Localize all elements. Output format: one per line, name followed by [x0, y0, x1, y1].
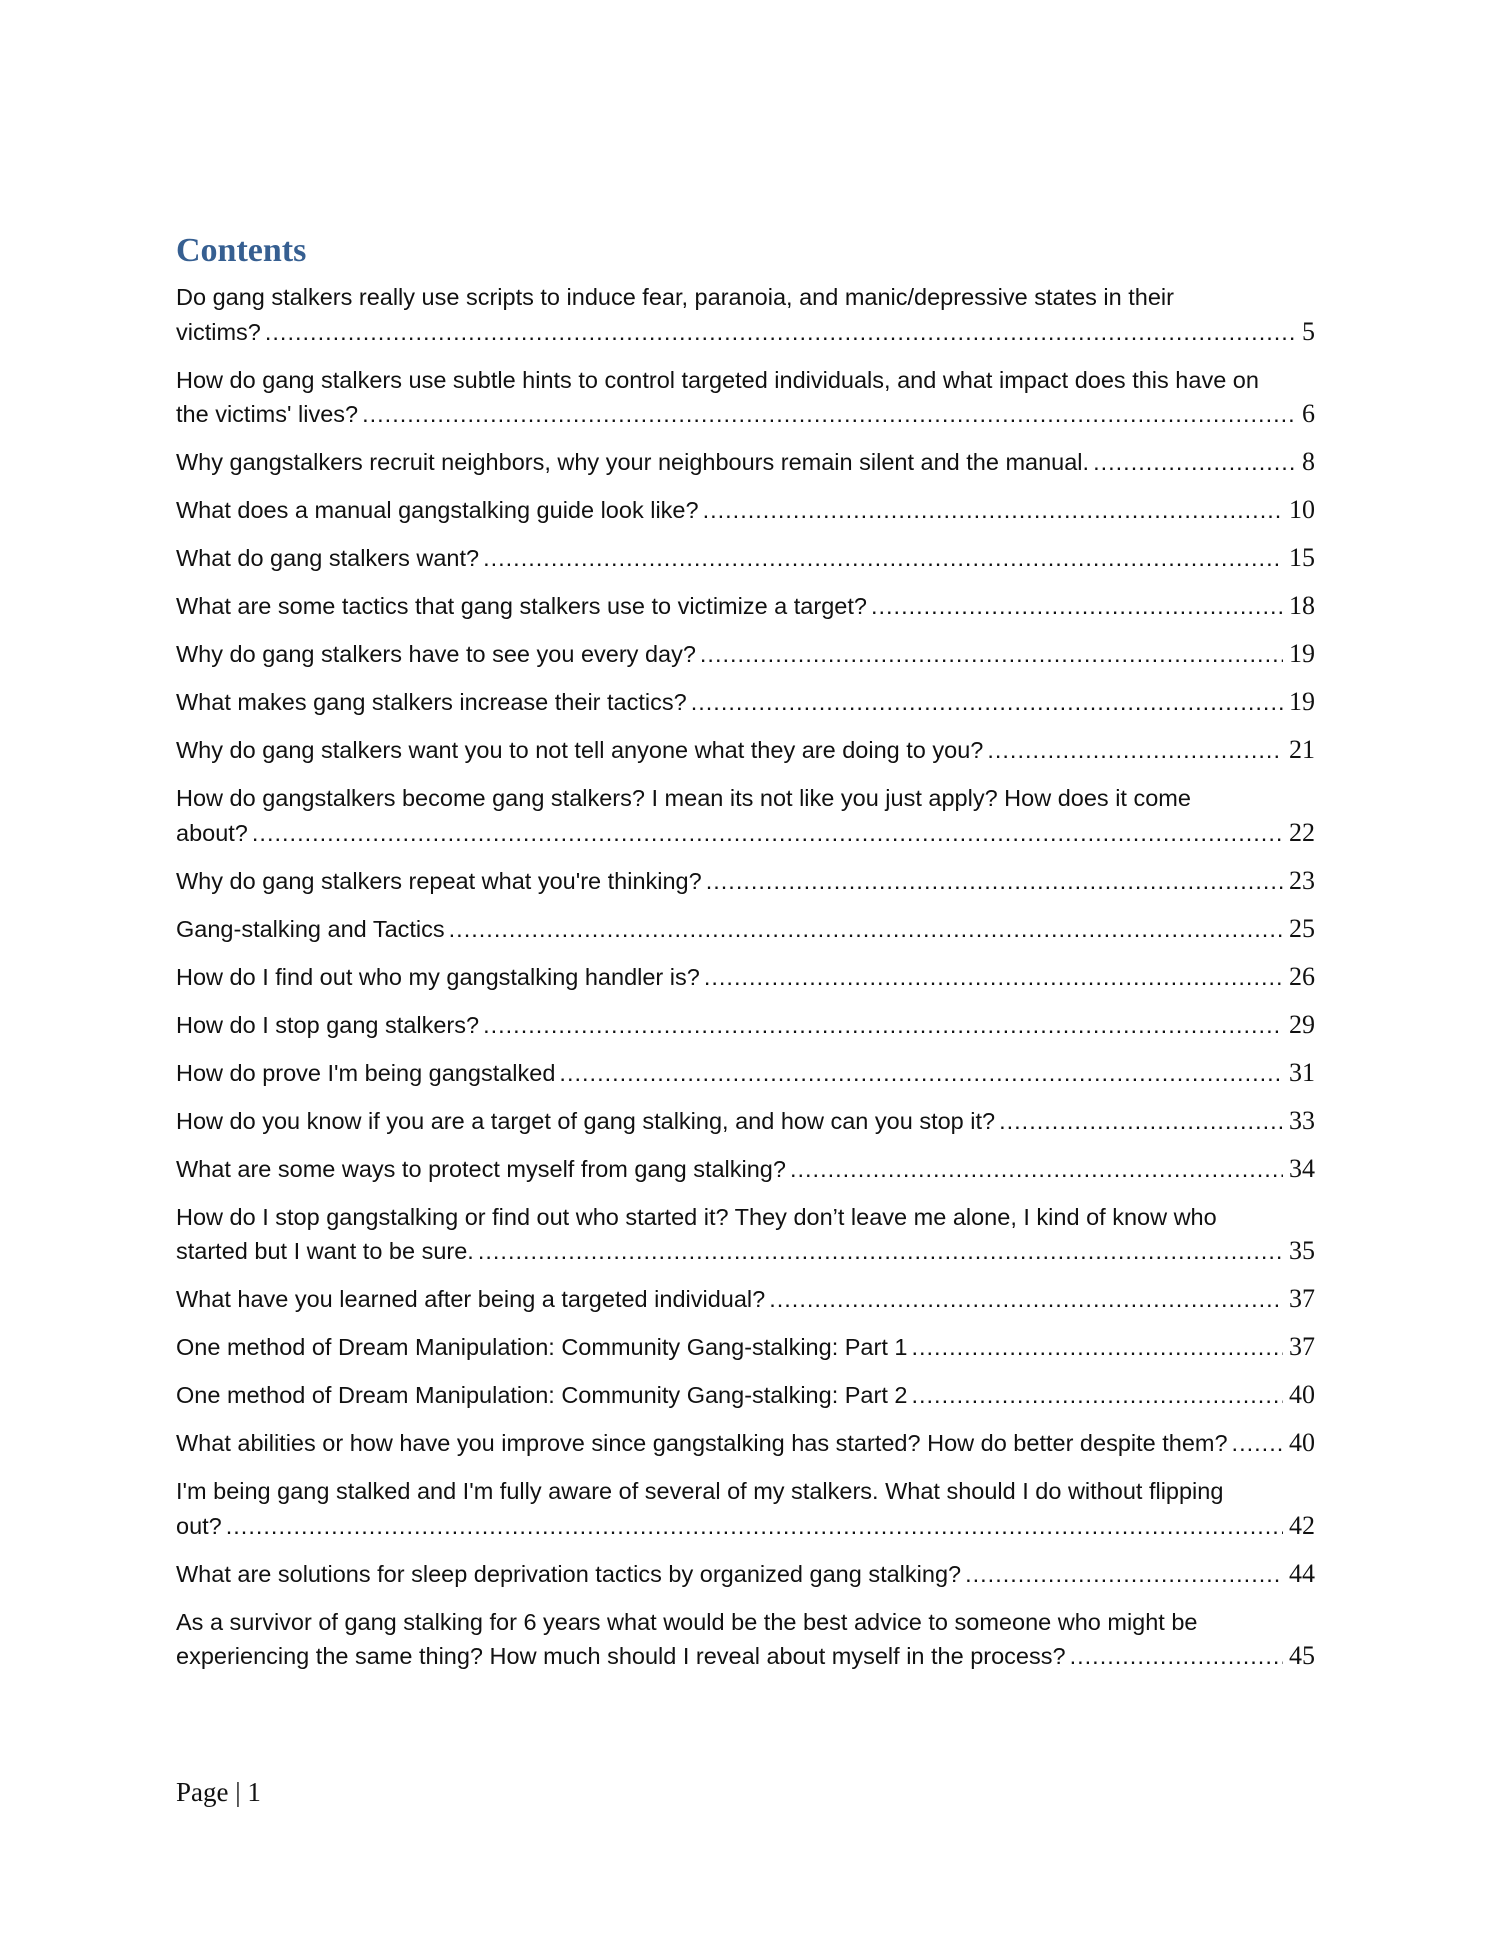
toc-entry-title[interactable]: How do I find out who my gangstalking handler is? ..... [176, 964, 700, 990]
toc-entry-page[interactable]: 26 [1283, 960, 1315, 995]
toc-entry-page[interactable]: 18 [1283, 589, 1315, 624]
toc-entry[interactable] [176, 960, 1315, 995]
toc-entry[interactable] [176, 912, 1315, 947]
toc-entry-page[interactable]: 29 [1283, 1008, 1315, 1043]
toc-entry[interactable] [176, 1152, 1315, 1187]
toc-entry[interactable] [176, 589, 1315, 624]
footer-separator: | [235, 1777, 241, 1807]
table-of-contents [176, 280, 1315, 1687]
toc-entry[interactable] [176, 541, 1315, 576]
toc-entry-page[interactable]: 21 [1283, 733, 1315, 768]
toc-entry-page[interactable]: 31 [1283, 1056, 1315, 1091]
toc-entry-page[interactable]: 5 [1296, 315, 1315, 350]
toc-entry-title[interactable]: What are solutions for sleep deprivation tactics by organized gang stalking? ..... [176, 1561, 961, 1587]
toc-entry-page[interactable]: 19 [1283, 685, 1315, 720]
toc-entry-page[interactable]: 40 [1283, 1426, 1315, 1461]
page-number: 1 [247, 1777, 261, 1807]
toc-entry[interactable] [176, 1008, 1315, 1043]
toc-entry-page[interactable]: 15 [1283, 541, 1315, 576]
toc-entry-title[interactable]: What are some tactics that gang stalkers use to victimize a target? ..... [176, 593, 867, 619]
toc-entry-title[interactable]: What are some ways to protect myself from gang stalking? ..... [176, 1156, 786, 1182]
toc-entry-page[interactable]: 19 [1283, 637, 1315, 672]
toc-entry-page[interactable]: 35 [1283, 1234, 1315, 1269]
toc-entry-title[interactable]: As a survivor of gang stalking for 6 years what would be the best advice to someone who might be experiencing the same thing? How much should I reveal about myself in the process? ..... [176, 1609, 1198, 1670]
toc-entry[interactable] [176, 637, 1315, 672]
toc-entry[interactable] [176, 1474, 1315, 1543]
toc-entry[interactable] [176, 1378, 1315, 1413]
toc-entry-title[interactable]: How do I stop gangstalking or find out who started it? They don’t leave me alone, I kind of know who started but I want to be sure. ..... [176, 1204, 1217, 1265]
toc-entry-title[interactable]: One method of Dream Manipulation: Community Gang-stalking: Part 2 ..... [176, 1382, 907, 1408]
toc-heading: Contents [176, 232, 307, 269]
toc-entry-title[interactable]: Why do gang stalkers have to see you every day? ..... [176, 641, 696, 667]
toc-entry-page[interactable]: 37 [1283, 1330, 1315, 1365]
toc-entry-title[interactable]: Gang-stalking and Tactics ..... [176, 916, 445, 942]
toc-entry-title[interactable]: Why gangstalkers recruit neighbors, why your neighbours remain silent and the manual. ..... [176, 449, 1089, 475]
toc-entry-title[interactable]: What makes gang stalkers increase their tactics? ..... [176, 689, 687, 715]
toc-entry-title[interactable]: How do gangstalkers become gang stalkers? I mean its not like you just apply? How does it come about? ..... [176, 785, 1191, 846]
toc-entry[interactable] [176, 445, 1315, 480]
toc-entry[interactable] [176, 493, 1315, 528]
toc-entry-title[interactable]: How do you know if you are a target of gang stalking, and how can you stop it? ..... [176, 1108, 995, 1134]
toc-entry-title[interactable]: What does a manual gangstalking guide look like? ..... [176, 497, 699, 523]
toc-entry[interactable] [176, 685, 1315, 720]
toc-entry-title[interactable]: What abilities or how have you improve since gangstalking has started? How do better despite them? ..... [176, 1430, 1228, 1456]
toc-entry-page[interactable]: 23 [1283, 864, 1315, 899]
toc-entry-page[interactable]: 37 [1283, 1282, 1315, 1317]
toc-entry[interactable] [176, 1330, 1315, 1365]
toc-entry-page[interactable]: 40 [1283, 1378, 1315, 1413]
toc-entry-page[interactable]: 34 [1283, 1152, 1315, 1187]
toc-entry-title[interactable]: How do gang stalkers use subtle hints to control targeted individuals, and what impact does this have on the victims' lives? ..... [176, 367, 1259, 428]
toc-entry-title[interactable]: How do prove I'm being gangstalked ..... [176, 1060, 555, 1086]
toc-entry-title[interactable]: What do gang stalkers want? ..... [176, 545, 479, 571]
toc-entry-title[interactable]: I'm being gang stalked and I'm fully aware of several of my stalkers. What should I do without flipping out? ..... [176, 1478, 1223, 1539]
toc-entry-title[interactable]: Why do gang stalkers want you to not tell anyone what they are doing to you? ..... [176, 737, 983, 763]
toc-entry-page[interactable]: 42 [1283, 1509, 1315, 1544]
toc-entry[interactable] [176, 280, 1315, 349]
page-footer [176, 1777, 261, 1808]
toc-entry-page[interactable]: 22 [1283, 816, 1315, 851]
toc-entry-page[interactable]: 6 [1296, 397, 1315, 432]
toc-entry[interactable] [176, 1557, 1315, 1592]
toc-entry[interactable] [176, 864, 1315, 899]
toc-entry[interactable] [176, 1426, 1315, 1461]
toc-entry[interactable] [176, 733, 1315, 768]
toc-entry[interactable] [176, 781, 1315, 850]
toc-entry-page[interactable]: 33 [1283, 1104, 1315, 1139]
footer-label: Page [176, 1777, 229, 1807]
toc-entry[interactable] [176, 1104, 1315, 1139]
toc-entry[interactable] [176, 1056, 1315, 1091]
toc-entry-title[interactable]: What have you learned after being a targeted individual? ..... [176, 1286, 765, 1312]
toc-entry-page[interactable]: 10 [1283, 493, 1315, 528]
toc-entry[interactable] [176, 1605, 1315, 1674]
toc-entry[interactable] [176, 1200, 1315, 1269]
toc-entry-title[interactable]: Do gang stalkers really use scripts to induce fear, paranoia, and manic/depressive states in their victims? ..... [176, 284, 1174, 345]
toc-entry[interactable] [176, 1282, 1315, 1317]
toc-entry-page[interactable]: 45 [1283, 1639, 1315, 1674]
toc-entry-title[interactable]: How do I stop gang stalkers? ..... [176, 1012, 479, 1038]
toc-entry[interactable] [176, 363, 1315, 432]
toc-entry-page[interactable]: 44 [1283, 1557, 1315, 1592]
toc-entry-page[interactable]: 8 [1296, 445, 1315, 480]
toc-entry-page[interactable]: 25 [1283, 912, 1315, 947]
toc-entry-title[interactable]: One method of Dream Manipulation: Community Gang-stalking: Part 1 ..... [176, 1334, 907, 1360]
toc-entry-title[interactable]: Why do gang stalkers repeat what you're thinking? ..... [176, 868, 702, 894]
